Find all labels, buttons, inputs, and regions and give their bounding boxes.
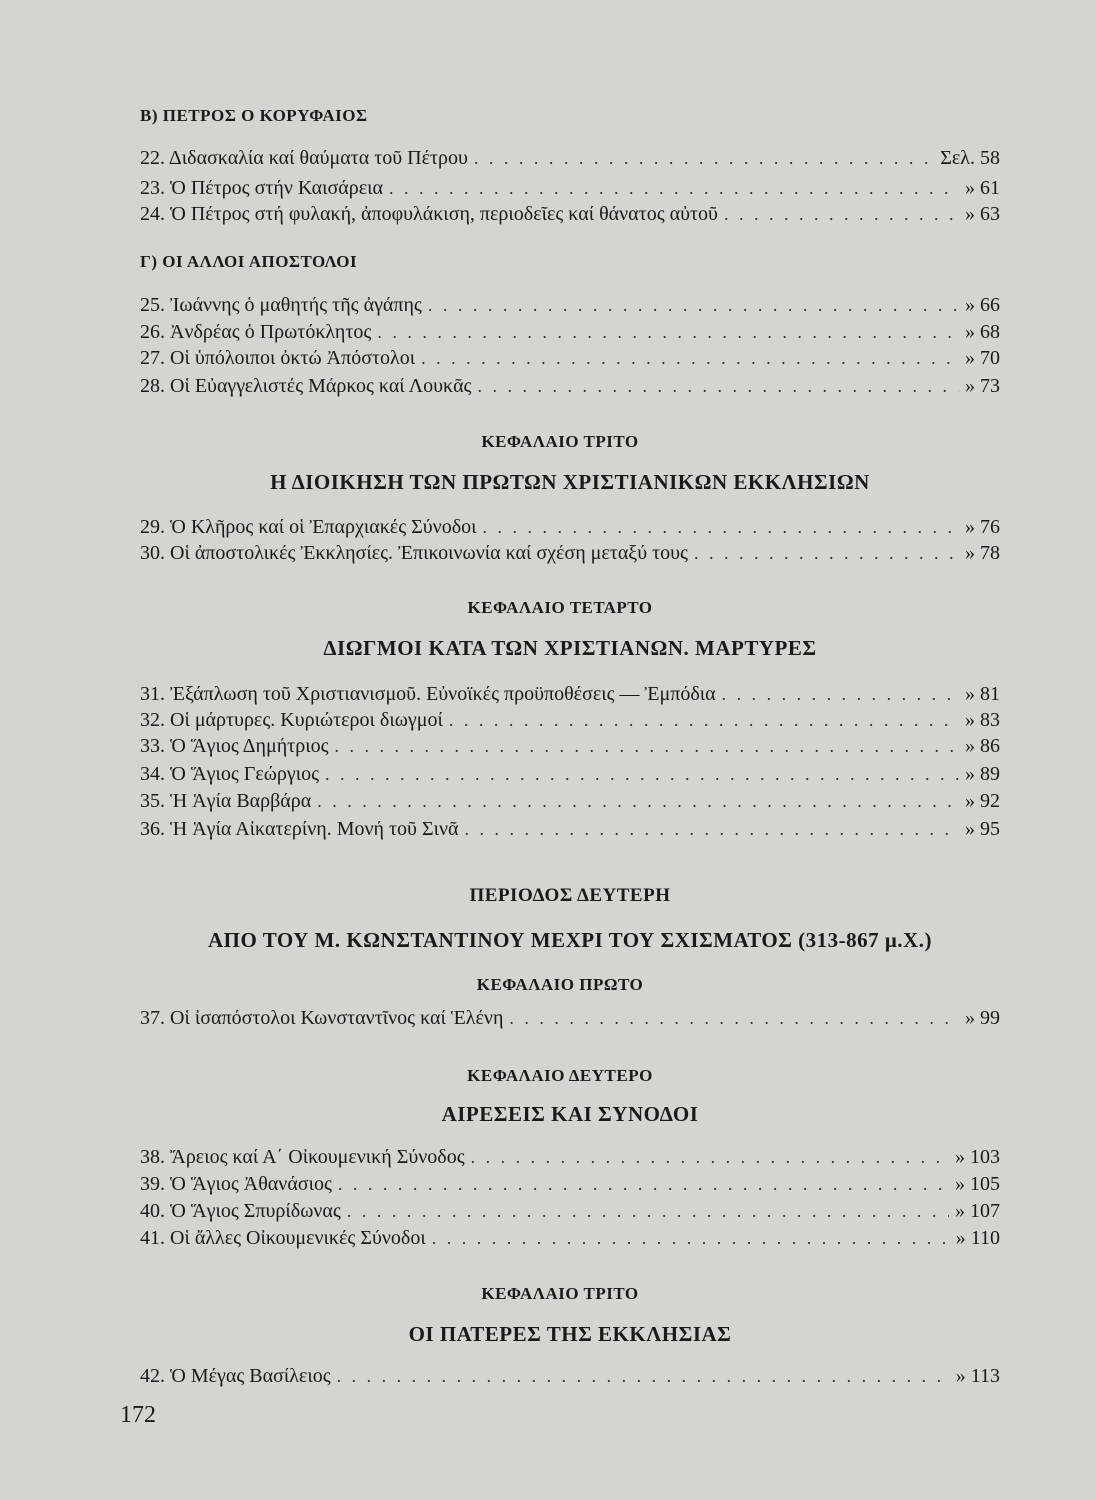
dot-leader — [428, 293, 959, 317]
dot-leader — [337, 1364, 950, 1388]
toc-entry — [140, 1199, 1000, 1223]
dot-leader — [325, 762, 959, 786]
chapter-label: ΚΕΦΑΛΑΙΟ ΤΡΙΤΟ — [481, 1284, 639, 1303]
toc-entry — [140, 541, 1000, 565]
entry-title: 22. Διδασκαλία καί θαύματα τοῦ Πέτρου — [140, 147, 468, 169]
entry-title: 38. Ἄρειος καί Α΄ Οἰκουμενική Σύνοδος — [140, 1146, 465, 1168]
entry-title: 32. Οἱ μάρτυρες. Κυριώτεροι διωγμοί — [140, 709, 443, 731]
chapter-label: ΚΕΦΑΛΑΙΟ ΤΡΙΤΟ — [481, 432, 639, 451]
entry-page: » 92 — [965, 790, 1000, 812]
toc-entry — [140, 176, 1000, 200]
entry-page: » 81 — [965, 683, 1000, 705]
entry-page: » 110 — [955, 1227, 1000, 1249]
dot-leader — [477, 374, 959, 398]
toc-entry — [140, 708, 1000, 732]
entry-title: 35. Ἡ Ἁγία Βαρβάρα — [140, 790, 312, 812]
toc-entry — [140, 346, 1000, 370]
dot-leader — [474, 146, 934, 170]
entry-title: 29. Ὁ Κλῆρος καί οἱ Ἐπαρχιακές Σύνοδοι — [140, 516, 477, 538]
dot-leader — [465, 817, 960, 841]
entry-page: » 105 — [955, 1173, 1000, 1195]
entry-title: 36. Ἡ Ἁγία Αἰκατερίνη. Μονή τοῦ Σινᾶ — [140, 818, 459, 840]
dot-leader — [724, 202, 959, 226]
dot-leader — [347, 1199, 949, 1223]
entry-title: 39. Ὁ Ἅγιος Ἀθανάσιος — [140, 1173, 332, 1195]
entry-title: 25. Ἰωάννης ὁ μαθητής τῆς ἀγάπης — [140, 294, 422, 316]
entry-title: 37. Οἱ ἰσαπόστολοι Κωνσταντῖνος καί Ἑλένη — [140, 1007, 504, 1029]
chapter-label: ΚΕΦΑΛΑΙΟ ΔΕΥΤΕΡΟ — [467, 1066, 653, 1085]
section-heading: Γ) ΟΙ ΑΛΛΟΙ ΑΠΟΣΤΟΛΟΙ — [140, 252, 358, 271]
entry-page: Σελ. 58 — [940, 147, 1000, 169]
dot-leader — [335, 734, 960, 758]
period-title: ΑΠΟ ΤΟΥ Μ. ΚΩΝΣΤΑΝΤΙΝΟΥ ΜΕΧΡΙ ΤΟΥ ΣΧΙΣΜΑΤΟΣ (313-867 μ.Χ.) — [208, 928, 932, 952]
chapter-title: Η ΔΙΟΙΚΗΣΗ ΤΩΝ ΠΡΩΤΩΝ ΧΡΙΣΤΙΑΝΙΚΩΝ ΕΚΚΛΗΣΙΩΝ — [270, 470, 870, 494]
entry-page: » 99 — [965, 1007, 1000, 1029]
dot-leader — [722, 682, 959, 706]
dot-leader — [377, 320, 959, 344]
toc-entry — [140, 762, 1000, 786]
toc-entry — [140, 1145, 1000, 1169]
page-number: 172 — [120, 1402, 156, 1428]
entry-page: » 63 — [965, 203, 1000, 225]
entry-page: » 107 — [955, 1200, 1000, 1222]
chapter-title: ΑΙΡΕΣΕΙΣ ΚΑΙ ΣΥΝΟΔΟΙ — [441, 1102, 699, 1126]
entry-page: » 70 — [965, 347, 1000, 369]
entry-title: 24. Ὁ Πέτρος στή φυλακή, ἀποφυλάκιση, περιοδεῖες καί θάνατος αὐτοῦ — [140, 203, 718, 225]
entry-page: » 113 — [955, 1365, 1000, 1387]
entry-page: » 89 — [965, 763, 1000, 785]
toc-entry — [140, 682, 1000, 706]
toc-entry — [140, 1364, 1000, 1388]
toc-entry — [140, 789, 1000, 813]
entry-page: » 66 — [965, 294, 1000, 316]
entry-page: » 76 — [965, 516, 1000, 538]
entry-page: » 61 — [965, 177, 1000, 199]
dot-leader — [317, 789, 959, 813]
toc-entry — [140, 817, 1000, 841]
toc-entry — [140, 293, 1000, 317]
chapter-title: ΔΙΩΓΜΟΙ ΚΑΤΑ ΤΩΝ ΧΡΙΣΤΙΑΝΩΝ. ΜΑΡΤΥΡΕΣ — [323, 636, 817, 660]
dot-leader — [509, 1006, 959, 1030]
entry-title: 23. Ὁ Πέτρος στήν Καισάρεια — [140, 177, 383, 199]
entry-page: » 78 — [965, 542, 1000, 564]
toc-entry — [140, 1006, 1000, 1030]
dot-leader — [449, 708, 959, 732]
chapter-title: ΟΙ ΠΑΤΕΡΕΣ ΤΗΣ ΕΚΚΛΗΣΙΑΣ — [408, 1322, 732, 1346]
toc-entry — [140, 1226, 1000, 1250]
entry-title: 42. Ὁ Μέγας Βασίλειος — [140, 1365, 331, 1387]
toc-entry — [140, 320, 1000, 344]
entry-page: » 95 — [965, 818, 1000, 840]
toc-entry — [140, 202, 1000, 226]
entry-page: » 83 — [965, 709, 1000, 731]
dot-leader — [389, 176, 959, 200]
dot-leader — [694, 541, 959, 565]
toc-entry — [140, 374, 1000, 398]
section-heading: Β) ΠΕΤΡΟΣ Ο ΚΟΡΥΦΑΙΟΣ — [140, 106, 368, 125]
entry-page: » 103 — [955, 1146, 1000, 1168]
toc-entry — [140, 734, 1000, 758]
toc-entry — [140, 1172, 1000, 1196]
entry-page: » 86 — [965, 735, 1000, 757]
entry-title: 33. Ὁ Ἅγιος Δημήτριος — [140, 735, 329, 757]
entry-page: » 73 — [965, 375, 1000, 397]
entry-title: 31. Ἐξάπλωση τοῦ Χριστιανισμοῦ. Εὐνοϊκές προϋποθέσεις — Ἐμπόδια — [140, 683, 716, 705]
entry-page: » 68 — [965, 321, 1000, 343]
entry-title: 40. Ὁ Ἅγιος Σπυρίδωνας — [140, 1200, 341, 1222]
chapter-label: ΚΕΦΑΛΑΙΟ ΤΕΤΑΡΤΟ — [467, 598, 653, 617]
period-label: ΠΕΡΙΟΔΟΣ ΔΕΥΤΕΡΗ — [469, 885, 671, 906]
toc-entry — [140, 515, 1000, 539]
dot-leader — [338, 1172, 949, 1196]
dot-leader — [432, 1226, 950, 1250]
dot-leader — [471, 1145, 949, 1169]
entry-title: 27. Οἱ ὑπόλοιποι ὀκτώ Ἀπόστολοι — [140, 347, 416, 369]
entry-title: 34. Ὁ Ἅγιος Γεώργιος — [140, 763, 320, 785]
dot-leader — [483, 515, 959, 539]
dot-leader — [421, 346, 959, 370]
entry-title: 41. Οἱ ἄλλες Οἰκουμενικές Σύνοδοι — [140, 1227, 426, 1249]
entry-title: 30. Οἱ ἀποστολικές Ἐκκλησίες. Ἐπικοινωνία καί σχέση μεταξύ τους — [140, 542, 688, 564]
toc-entry — [140, 146, 1000, 170]
chapter-label: ΚΕΦΑΛΑΙΟ ΠΡΩΤΟ — [476, 975, 644, 994]
entry-title: 28. Οἱ Εὐαγγελιστές Μάρκος καί Λουκᾶς — [140, 375, 472, 397]
entry-title: 26. Ἀνδρέας ὁ Πρωτόκλητος — [140, 321, 372, 343]
